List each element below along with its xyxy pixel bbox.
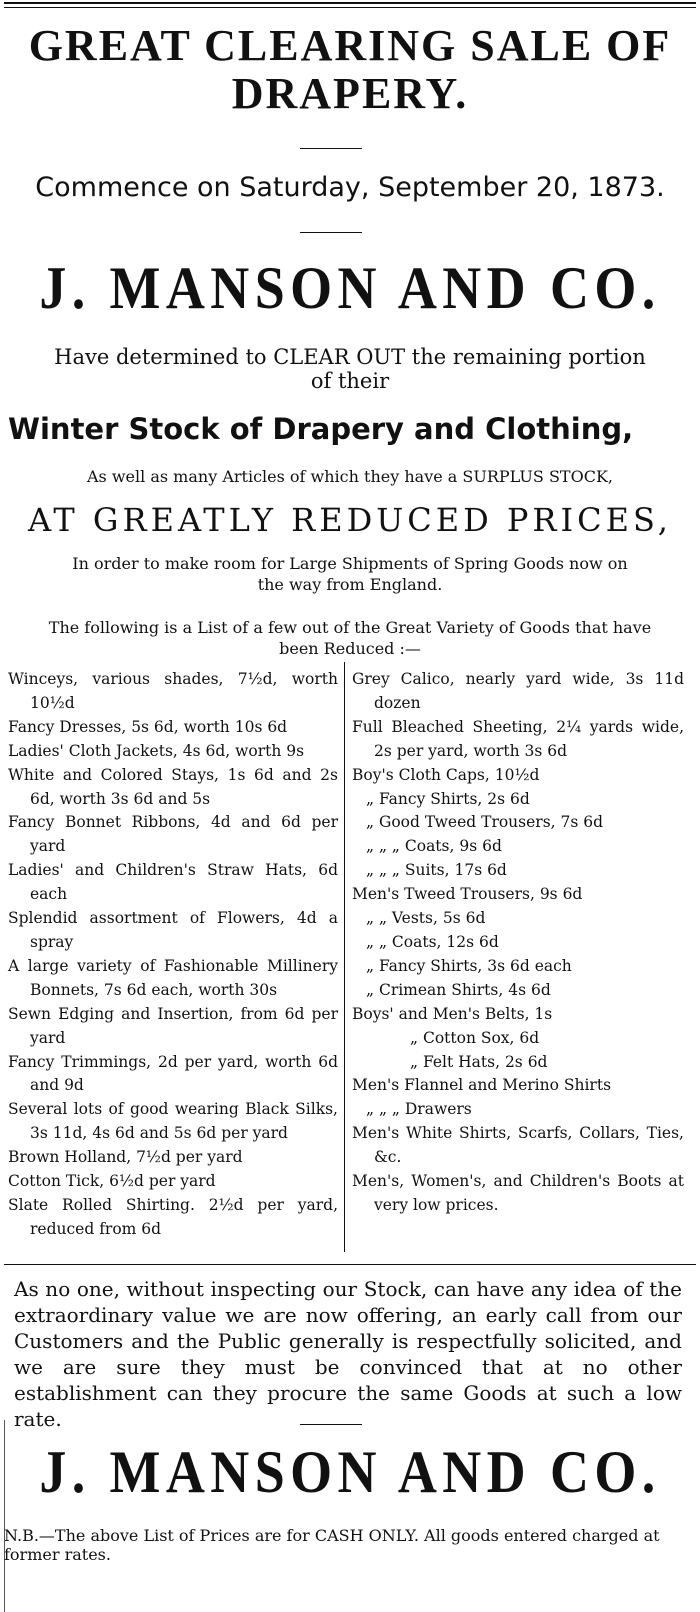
list-item: Slate Rolled Shirting. 2½d per yard, reduced from 6d [8, 1195, 338, 1238]
order-line1: In order to make room for Large Shipments of Spring Goods now on [72, 554, 628, 573]
headline-line1: GREAT CLEARING SALE OF [28, 21, 672, 70]
surplus-line: As well as many Articles of which they have a SURPLUS STOCK, [87, 467, 613, 486]
list-item: Cotton Tick, 6½d per yard [8, 1172, 216, 1191]
intro-text [0, 345, 700, 393]
list-intro-line1: The following is a List of a few out of the Great Variety of Goods that have [48, 618, 652, 637]
divider [300, 232, 362, 233]
winter-stock-heading: Winter Stock of Drapery and Clothing, [8, 412, 634, 446]
list-item: Men's White Shirts, Scarfs, Collars, Ties, &c. [352, 1124, 684, 1167]
list-item: Fancy Dresses, 5s 6d, worth 10s 6d [8, 717, 288, 736]
reduced-prices-heading: AT GREATLY REDUCED PRICES, [28, 501, 672, 539]
list-item: White and Colored Stays, 1s 6d and 2s 6d, worth 3s 6d and 5s [8, 765, 338, 808]
list-item: Boys' and Men's Belts, 1s [352, 1004, 553, 1023]
headline [0, 22, 700, 118]
intro-line2: of their [310, 369, 390, 393]
left-price-list [8, 668, 338, 1242]
list-intro-line2: been Reduced :— [279, 639, 421, 658]
list-item: Boy's Cloth Caps, 10½d [352, 765, 540, 784]
order-text [0, 553, 700, 595]
list-item: Men's Flannel and Merino Shirts [352, 1076, 612, 1095]
list-item: Full Bleached Sheeting, 2¼ yards wide, 2s per yard, worth 3s 6d [352, 717, 684, 760]
firm-name-footer: J. MANSON AND CO. [39, 1439, 661, 1505]
list-item: A large variety of Fashionable Millinery Bonnets, 7s 6d each, worth 30s [8, 956, 338, 999]
cash-only-note: N.B.—The above List of Prices are for CASH ONLY. All goods entered charged at former rates. [4, 1526, 660, 1564]
margin-line [4, 1420, 5, 1612]
list-item: „ Felt Hats, 2s 6d [410, 1052, 548, 1071]
list-item: Fancy Bonnet Ribbons, 4d and 6d per yard [8, 813, 338, 856]
order-line2: the way from England. [257, 575, 443, 594]
list-item: „ „ „ Suits, 17s 6d [366, 861, 507, 880]
list-intro [0, 617, 700, 659]
divider [300, 148, 362, 149]
section-rule [4, 1264, 696, 1265]
list-item: „ Fancy Shirts, 3s 6d each [366, 956, 572, 975]
list-item: Several lots of good wearing Black Silks, 3s 11d, 4s 6d and 5s 6d per yard [8, 1100, 338, 1143]
list-item: „ Fancy Shirts, 2s 6d [366, 789, 530, 808]
list-item: „ Cotton Sox, 6d [410, 1028, 540, 1047]
list-item: Brown Holland, 7½d per yard [8, 1148, 243, 1167]
list-item: Ladies' and Children's Straw Hats, 6d each [8, 861, 338, 904]
list-item: Men's Tweed Trousers, 9s 6d [352, 885, 583, 904]
list-item: „ „ „ Drawers [366, 1100, 472, 1119]
headline-line2: DRAPERY. [231, 69, 469, 118]
list-item: Fancy Trimmings, 2d per yard, worth 6d and 9d [8, 1052, 338, 1095]
list-item: Grey Calico, nearly yard wide, 3s 11d dozen [352, 670, 684, 712]
list-item: Ladies' Cloth Jackets, 4s 6d, worth 9s [8, 741, 305, 760]
top-rule-thin [4, 7, 696, 8]
firm-name: J. MANSON AND CO. [39, 255, 661, 321]
list-item: Sewn Edging and Insertion, from 6d per yard [8, 1004, 338, 1047]
closing-paragraph: As no one, without inspecting our Stock, can have any idea of the extraordinary value we are now offering, an early call from our Customers and the Public generally is respectfully solicited, and we are sure they must be convinced that at no other establishment can they procure the same Goods at such a low rate. [14, 1277, 682, 1431]
list-item: Splendid assortment of Flowers, 4d a spray [8, 909, 338, 951]
list-item: „ „ Coats, 12s 6d [366, 932, 499, 951]
column-divider [344, 662, 345, 1252]
top-rule [4, 2, 696, 4]
sale-date: Commence on Saturday, September 20, 1873. [35, 172, 665, 203]
list-item: Winceys, various shades, 7½d, worth 10½d [8, 670, 338, 712]
list-item: Men's, Women's, and Children's Boots at very low prices. [352, 1172, 684, 1214]
intro-line1: Have determined to CLEAR OUT the remaining portion [54, 345, 646, 369]
right-price-list [352, 668, 684, 1218]
list-item: „ Good Tweed Trousers, 7s 6d [366, 813, 604, 832]
list-item: „ „ „ Coats, 9s 6d [366, 837, 502, 856]
divider [300, 1424, 362, 1425]
list-item: „ „ Vests, 5s 6d [366, 909, 486, 928]
list-item: „ Crimean Shirts, 4s 6d [366, 980, 551, 999]
